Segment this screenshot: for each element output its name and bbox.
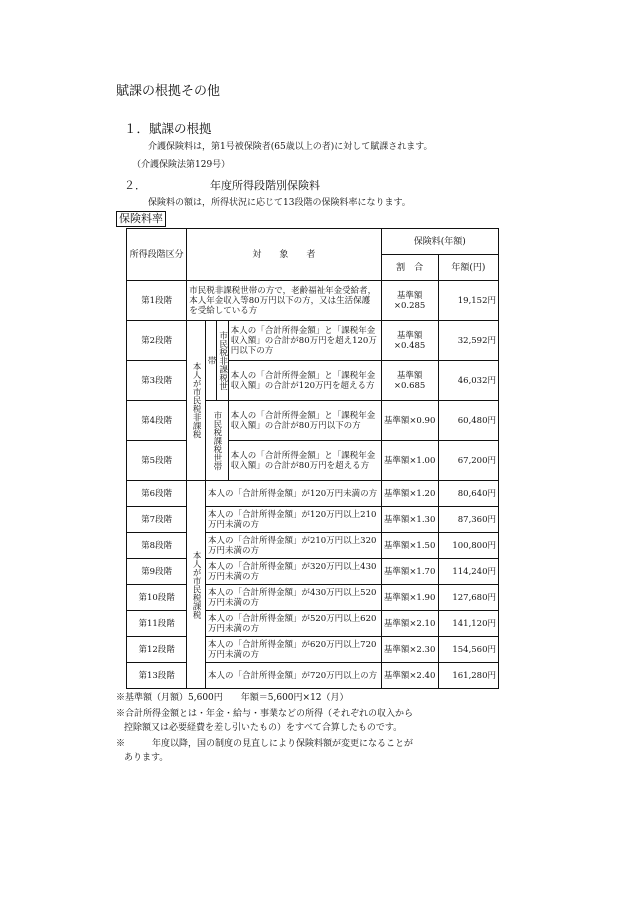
table-row — [127, 637, 499, 663]
amount-cell: 19,152円 — [438, 281, 498, 321]
page-title: 賦課の根拠その他 — [116, 84, 221, 99]
desc-cell: 本人の「合計所得金額」と「課税年金収入額」の合計が120万円を超える方 — [228, 361, 381, 401]
ratio-cell: 基準額×1.50 — [381, 533, 438, 559]
note-income-definition: ※合計所得金額とは・年金・給与・事業などの所得（それぞれの収入から — [116, 709, 414, 719]
ratio-cell: 基準額×2.30 — [381, 637, 438, 663]
ratio-cell: 基準額×1.00 — [381, 441, 438, 481]
stage-cell: 第2段階 — [127, 321, 187, 361]
table-row — [127, 481, 499, 507]
group-a2-label: 市民税課税世帯 — [205, 401, 228, 481]
group-a1-label: 市民税非課税世 — [217, 321, 228, 401]
desc-cell: 本人の「合計所得金額」が120万円以上210万円未満の方 — [205, 507, 381, 533]
ratio-cell: 基準額×0.485 — [381, 321, 438, 361]
amount-cell: 154,560円 — [438, 637, 498, 663]
table-row — [127, 507, 499, 533]
stage-cell: 第7段階 — [127, 507, 187, 533]
desc-cell: 本人の「合計所得金額」が210万円以上320万円未満の方 — [205, 533, 381, 559]
header-target: 対 象 者 — [187, 229, 381, 281]
table-label: 保険料率 — [116, 211, 166, 227]
table-row — [127, 585, 499, 611]
amount-cell: 46,032円 — [438, 361, 498, 401]
table-row — [127, 361, 499, 401]
header-stage: 所得段階区分 — [127, 229, 187, 281]
amount-cell: 127,680円 — [438, 585, 498, 611]
table-row — [127, 559, 499, 585]
amount-cell: 60,480円 — [438, 401, 498, 441]
stage-cell: 第3段階 — [127, 361, 187, 401]
table-row — [127, 611, 499, 637]
amount-cell: 80,640円 — [438, 481, 498, 507]
note-revision: ※ 年度以降，国の制度の見直しにより保険料額が変更になることが — [116, 739, 414, 749]
amount-cell: 161,280円 — [438, 663, 498, 689]
stage-cell: 第11段階 — [127, 611, 187, 637]
header-premium: 保険料(年額) — [381, 229, 498, 255]
desc-cell: 本人の「合計所得金額」が320万円以上430万円未満の方 — [205, 559, 381, 585]
desc-cell: 本人の「合計所得金額」が720万円以上の方 — [205, 663, 381, 689]
section1-heading: １．賦課の根拠 — [124, 121, 212, 136]
desc-cell: 市民税非課税世帯の方で，老齢福祉年金受給者，本人年金収入等80万円以下の方，又は生活保護を受給している方 — [187, 281, 381, 321]
stage-cell: 第10段階 — [127, 585, 187, 611]
group-b-label: 本人が市民税課税 — [187, 481, 206, 689]
desc-cell: 本人の「合計所得金額」と「課税年金収入額」の合計が80万円を超える方 — [228, 441, 381, 481]
note-revision-cont: あります。 — [124, 753, 169, 763]
stage-cell: 第13段階 — [127, 663, 187, 689]
desc-cell: 本人の「合計所得金額」が430万円以上520万円未満の方 — [205, 585, 381, 611]
header-annual: 年額(円) — [438, 255, 498, 281]
amount-cell: 114,240円 — [438, 559, 498, 585]
desc-cell: 本人の「合計所得金額」が120万円未満の方 — [205, 481, 381, 507]
group-a-label: 本人が市民税非課税 — [187, 321, 206, 481]
stage-cell: 第12段階 — [127, 637, 187, 663]
stage-cell: 第8段階 — [127, 533, 187, 559]
stage-cell: 第5段階 — [127, 441, 187, 481]
amount-cell: 100,800円 — [438, 533, 498, 559]
note-base-amount: ※基準額（月額）5,600円 年額＝5,600円×12（月） — [116, 693, 349, 703]
premium-rate-table — [126, 228, 499, 689]
ratio-cell: 基準額×1.30 — [381, 507, 438, 533]
table-row — [127, 533, 499, 559]
desc-cell: 本人の「合計所得金額」が620万円以上720万円未満の方 — [205, 637, 381, 663]
group-a1-prefix: 帯 — [205, 321, 216, 401]
desc-cell: 本人の「合計所得金額」が520万円以上620万円未満の方 — [205, 611, 381, 637]
ratio-cell: 基準額×1.90 — [381, 585, 438, 611]
ratio-cell: 基準額×2.40 — [381, 663, 438, 689]
amount-cell: 141,120円 — [438, 611, 498, 637]
ratio-cell: 基準額×0.685 — [381, 361, 438, 401]
stage-cell: 第9段階 — [127, 559, 187, 585]
ratio-cell: 基準額×1.70 — [381, 559, 438, 585]
amount-cell: 32,592円 — [438, 321, 498, 361]
table-row — [127, 441, 499, 481]
table-row — [127, 663, 499, 689]
desc-cell: 本人の「合計所得金額」と「課税年金収入額」の合計が80万円以下の方 — [228, 401, 381, 441]
ratio-cell: 基準額×1.20 — [381, 481, 438, 507]
stage-cell: 第6段階 — [127, 481, 187, 507]
note-income-definition-cont: 控除額又は必要経費を差し引いたもの）をすべて合算したものです。 — [124, 723, 403, 733]
section2-body: 保険料の額は，所得状況に応じて13段階の保険料率になります。 — [148, 198, 411, 208]
header-ratio: 割 合 — [381, 255, 438, 281]
ratio-cell: 基準額×0.90 — [381, 401, 438, 441]
desc-cell: 本人の「合計所得金額」と「課税年金収入額」の合計が80万円を超え120万円以下の方 — [228, 321, 381, 361]
table-row — [127, 281, 499, 321]
section1-body: 介護保険料は，第1号被保険者(65歳以上の者)に対して賦課されます。 — [148, 142, 433, 152]
amount-cell: 67,200円 — [438, 441, 498, 481]
amount-cell: 87,360円 — [438, 507, 498, 533]
ratio-cell: 基準額×2.10 — [381, 611, 438, 637]
section2-number: ２． — [124, 179, 146, 192]
ratio-cell: 基準額×0.285 — [381, 281, 438, 321]
section2-title: 年度所得段階別保険料 — [210, 179, 320, 192]
table-row — [127, 401, 499, 441]
stage-cell: 第1段階 — [127, 281, 187, 321]
stage-cell: 第4段階 — [127, 401, 187, 441]
table-row — [127, 321, 499, 361]
section1-law: （介護保険法第129号） — [132, 160, 231, 170]
